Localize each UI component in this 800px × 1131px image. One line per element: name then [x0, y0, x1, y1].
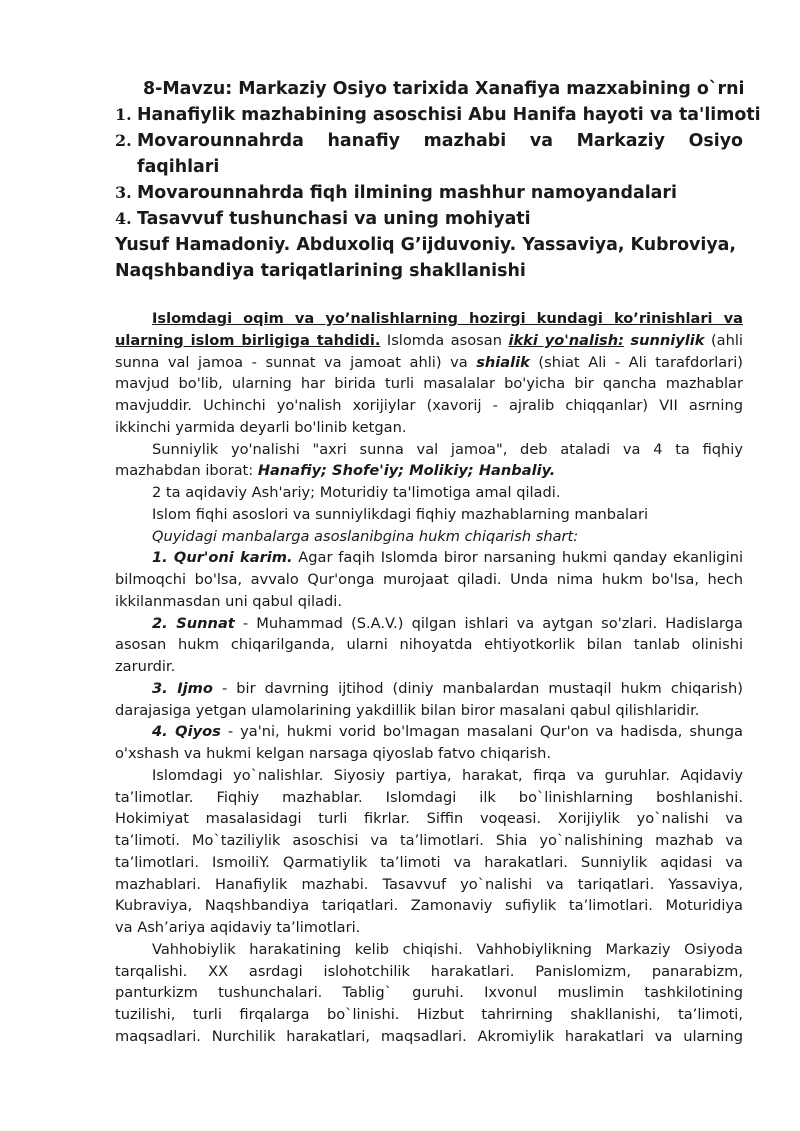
body-line — [115, 374, 743, 394]
body-line — [152, 940, 743, 960]
text-run: mazhabdan iborat: — [115, 462, 258, 480]
body-line — [115, 635, 743, 655]
text-run: tuzilishi, turli firqalarga bo`linishi. Hizbut tahrirning shakllanishi, ta’limoti, — [115, 1006, 743, 1023]
body-line — [152, 614, 743, 634]
plan-item-text: faqihlari — [137, 157, 220, 177]
body-line — [115, 1005, 743, 1025]
plan-item-text: Movarounnahrda hanafiy mazhabi va Markaziy Osiyo — [137, 131, 743, 151]
body-line — [115, 788, 743, 808]
text-run: 1. Qur'oni karim. — [152, 549, 293, 567]
body-line — [115, 1027, 743, 1047]
text-run: panturkizm tushunchalari. Tablig` guruhi. Ixvonul muslimin tashkilotining — [115, 984, 743, 1002]
text-run: ularning islom birligiga tahdidi. — [115, 331, 381, 349]
body-line — [152, 483, 743, 503]
plan-item-text: Tasavvuf tushunchasi va uning mohiyati — [137, 209, 531, 229]
body-line — [152, 766, 743, 786]
text-run: (shiat Ali - Ali tarafdorlari) — [529, 353, 743, 371]
body-line — [115, 809, 743, 829]
text-run: Kubraviya, Naqshbandiya tariqatlari. Zamonaviy sufiylik ta’limotlari. Moturidiya — [115, 897, 743, 915]
body-line — [115, 962, 743, 982]
plan-item-number: 3. — [115, 183, 132, 202]
text-run: mazhablari. Hanafiylik mazhabi. Tasavvuf yo`nalishi va tariqatlari. Yassaviya, — [115, 875, 743, 893]
text-run: - ya'ni, hukmi vorid bo'lmagan masalani Qur'on va hadisda, shunga — [220, 723, 743, 741]
plan-item-number: 4. — [115, 209, 132, 228]
text-run: 3. Ijmo — [152, 679, 213, 697]
body-line — [115, 570, 743, 590]
text-run: mavjuddir. Uchinchi yo'nalish xorijiylar (xavorij - ajralib chiqqanlar) VII asrning — [115, 397, 743, 414]
subtitle-line: Naqshbandiya tariqatlarining shakllanishi — [115, 261, 526, 281]
text-run: - bir davrning ijtihod (diniy manbalardan mustaqil hukm chiqarish) — [212, 679, 743, 697]
text-run: maqsadlari. Nurchilik harakatlari, maqsadlari. Akromiylik harakatlari va ularning — [115, 1027, 743, 1045]
body-line — [115, 875, 743, 895]
body-line — [152, 548, 743, 568]
text-run: ta’limotlar. Fiqhiy mazhablar. Islomdagi ilk bo`linishlarning boshlanishi. — [115, 788, 743, 806]
body-line — [115, 853, 743, 873]
text-run: ta’limotlari. IsmoiliY. Qarmatiylik ta’limoti va harakatlari. Sunniylik aqidasi va — [115, 853, 743, 871]
text-run: ta’limoti. Mo`taziliylik asoschisi va ta’limotlari. Shia yo`nalishining mazhab va — [115, 832, 743, 849]
plan-item-text: Hanafiylik mazhabining asoschisi Abu Hanifa hayoti va ta'limoti — [137, 105, 761, 125]
text-run: Quyidagi manbalarga asoslanibgina hukm chiqarish shart: — [152, 527, 579, 545]
text-run: mavjud bo'lib, ularning har birida turli masalalar bo'yicha bir qancha mazhablar — [115, 375, 743, 393]
body-line — [115, 896, 743, 916]
text-run: zarurdir. — [115, 658, 176, 675]
text-run: darajasiga yetgan ulamolarining yakdillik bilan biror masalani qabul qilishlaridir. — [115, 701, 700, 719]
text-run: tarqalishi. XX asrdagi islohotchilik harakatlari. Panislomizm, panarabizm, — [115, 962, 743, 980]
body-line — [115, 918, 743, 938]
text-run: Sunniylik yo'nalishi "axri sunna val jamoa", deb ataladi va 4 ta fiqhiy — [152, 440, 743, 458]
body-line — [115, 701, 743, 721]
body-line — [115, 396, 743, 416]
text-run: ikkinchi yarmida deyarli bo'linib ketgan. — [115, 418, 407, 436]
text-run: (ahli — [704, 331, 743, 349]
body-line — [115, 983, 743, 1003]
text-run: Hokimiyat masalasidagi turli fikrlar. Siffin voqeasi. Xorijiylik yo`nalishi va — [115, 810, 743, 828]
body-line — [152, 679, 743, 699]
plan-item-text: Movarounnahrda fiqh ilmining mashhur namoyandalari — [137, 183, 677, 203]
text-run: Islomdagi yo`nalishlar. Siyosiy partiya, harakat, firqa va guruhlar. Aqidaviy — [152, 766, 743, 784]
text-run: shialik — [476, 353, 530, 371]
text-run: ikkilanmasdan uni qabul qiladi. — [115, 592, 342, 610]
body-line — [152, 309, 743, 329]
body-line — [115, 353, 743, 373]
plan-item-number: 2. — [115, 131, 132, 150]
body-line — [152, 440, 743, 460]
text-run: Vahhobiylik harakatining kelib chiqishi. Vahhobiylikning Markaziy Osiyoda — [152, 940, 743, 958]
body-line — [115, 657, 743, 677]
text-run: va Ash’ariya aqidaviy ta’limotlari. — [115, 919, 361, 936]
text-run: - Muhammad (S.A.V.) qilgan ishlari va aytgan so'zlari. Hadislarga — [234, 614, 743, 632]
plan-item-number: 1. — [115, 105, 132, 124]
text-run: Agar faqih Islomda biror narsaning hukmi qanday ekanligini — [292, 549, 743, 567]
subtitle-line: Yusuf Hamadoniy. Abduxoliq G’ijduvoniy. Yassaviya, Kubroviya, — [115, 235, 737, 255]
body-line — [152, 527, 743, 547]
body-line — [152, 505, 743, 525]
text-run: 4. Qiyos — [152, 723, 221, 741]
text-run: Islom fiqhi asoslori va sunniylikdagi fiqhiy mazhablarning manbalari — [152, 505, 649, 523]
text-run: sunniylik — [630, 331, 705, 349]
page-title: 8-Mavzu: Markaziy Osiyo tarixida Xanafiya mazxabining o`rni — [143, 79, 745, 99]
text-run: asosan hukm chiqarilganda, ularni nihoyatda ehtiyotkorlik bilan tanlab olinishi — [115, 636, 743, 654]
text-run: 2. Sunnat — [152, 614, 235, 632]
body-line — [115, 744, 743, 764]
body-line — [115, 418, 743, 438]
body-line — [115, 461, 743, 481]
text-run: ikki yo'nalish: — [508, 331, 624, 349]
text-run: 2 ta aqidaviy Ash'ariy; Moturidiy ta'limotiga amal qiladi. — [152, 484, 561, 501]
text-run: o'xshash va hukmi kelgan narsaga qiyoslab fatvo chiqarish. — [115, 745, 552, 762]
text-run: bilmoqchi bo'lsa, avvalo Qur'onga murojaat qiladi. Unda nima hukm bo'lsa, hech — [115, 571, 743, 588]
text-run: Islomda asosan — [380, 331, 509, 349]
text-run: Islomdagi oqim va yo’nalishlarning hozirgi kundagi ko’rinishlari va — [152, 310, 743, 327]
body-line — [115, 831, 743, 851]
text-run: Hanafiy; Shofe'iy; Molikiy; Hanbaliy. — [257, 462, 556, 480]
text-run: sunna val jamoa - sunnat va jamoat ahli) va — [115, 353, 477, 371]
body-line — [115, 331, 743, 351]
body-line — [115, 592, 743, 612]
body-line — [152, 722, 743, 742]
